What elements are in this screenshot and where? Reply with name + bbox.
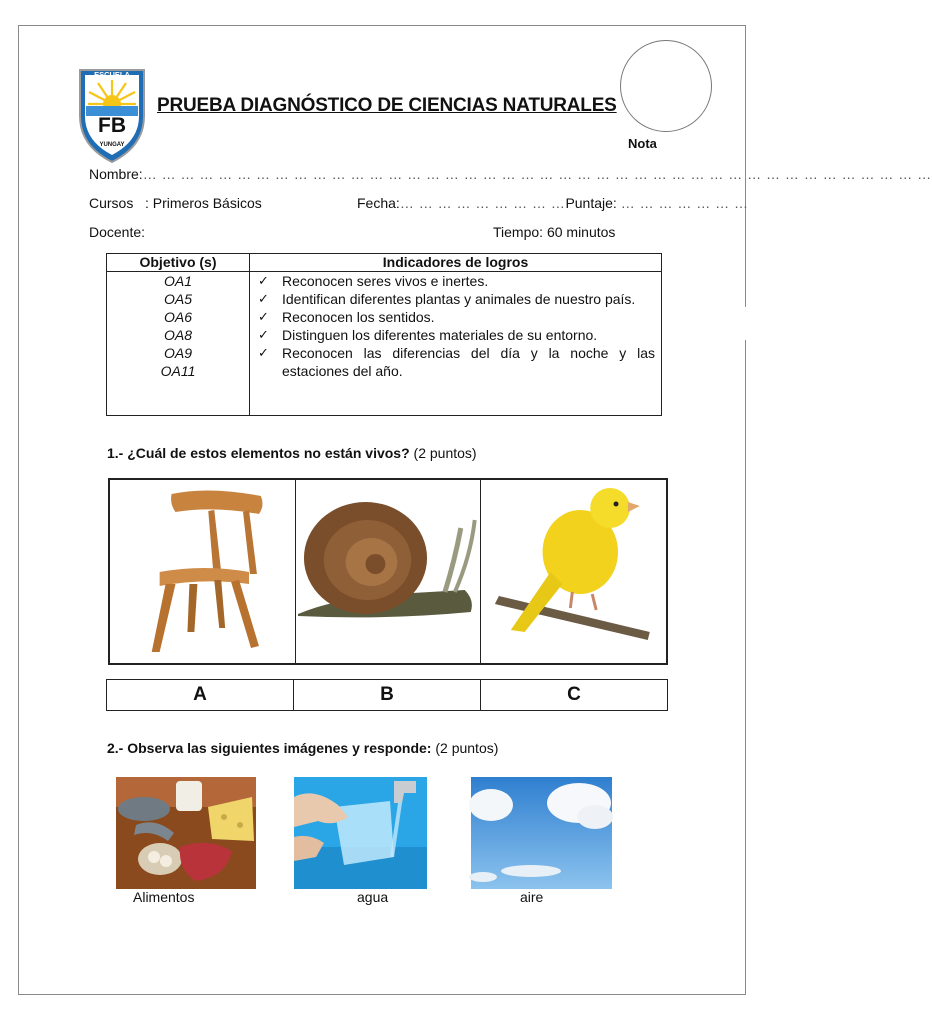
courses-value: : Primeros Básicos xyxy=(145,195,262,211)
question-2-points: (2 puntos) xyxy=(435,740,499,756)
date-score-line xyxy=(357,195,749,211)
water-image xyxy=(294,777,427,889)
question-1-text: 1.- ¿Cuál de estos elementos no están vivos? xyxy=(107,445,410,461)
canary-image xyxy=(480,480,666,663)
grade-circle xyxy=(620,40,712,132)
objective-code: OA8 xyxy=(163,327,192,343)
indicator-item: ✓ Reconocen los sentidos. xyxy=(282,308,655,326)
courses-line xyxy=(89,195,262,211)
question-1 xyxy=(107,445,477,461)
page-title: PRUEBA DIAGNÓSTICO DE CIENCIAS NATURALES xyxy=(157,95,617,116)
snail-image xyxy=(295,480,481,663)
food-caption: Alimentos xyxy=(133,889,195,905)
objective-code: OA9 xyxy=(163,345,192,361)
date-label: Fecha: xyxy=(357,195,400,211)
indicator-item: ✓ Identifican diferentes plantas y animales de nuestro país. xyxy=(282,290,655,308)
air-caption: aire xyxy=(520,889,544,905)
indicators-header: Indicadores de logros xyxy=(250,254,662,272)
answer-options xyxy=(106,679,668,711)
question-1-images xyxy=(108,478,668,665)
name-field[interactable]: … … … … … … … … … … … … … … … … … … … … … … … … … … … … … … … … … … … … … … … … … … xyxy=(142,166,932,182)
score-label: Puntaje: xyxy=(565,195,617,211)
objective-code: OA1 xyxy=(163,273,192,289)
food-image xyxy=(116,777,256,889)
objective-codes xyxy=(107,272,250,416)
option-c[interactable]: C xyxy=(480,680,667,710)
question-1-points: (2 puntos) xyxy=(413,445,477,461)
objectives-table xyxy=(106,253,662,416)
logo-bottom-text: YUNGAY xyxy=(99,142,125,148)
indicators-cell xyxy=(250,272,662,416)
option-b[interactable]: B xyxy=(293,680,480,710)
logo-initials: FB xyxy=(98,114,126,137)
chair-image xyxy=(110,480,295,663)
indicator-item: ✓ Distinguen los diferentes materiales de su entorno. xyxy=(282,326,655,344)
date-field[interactable]: … … … … … … … … … xyxy=(399,195,566,211)
option-a[interactable]: A xyxy=(193,684,207,705)
name-line xyxy=(89,166,932,182)
score-field[interactable]: … … … … … … … xyxy=(620,195,749,211)
courses-label: Cursos xyxy=(89,195,134,211)
objective-code: OA6 xyxy=(163,309,192,325)
teacher-label: Docente: xyxy=(89,224,146,240)
time-label: Tiempo: 60 minutos xyxy=(493,224,616,240)
school-logo xyxy=(76,64,148,164)
question-2-text: 2.- Observa las siguientes imágenes y responde: xyxy=(107,740,432,756)
grade-label: Nota xyxy=(628,136,657,151)
page-edge-gap xyxy=(745,307,747,340)
indicator-item: ✓ Reconocen seres vivos e inertes. xyxy=(282,272,655,290)
objectives-header: Objetivo (s) xyxy=(107,254,250,272)
objective-code: OA11 xyxy=(160,363,196,379)
question-2 xyxy=(107,740,498,756)
objective-code: OA5 xyxy=(163,291,192,307)
indicator-item: ✓ Reconocen las diferencias del día y la noche y las estaciones del año. xyxy=(282,344,655,380)
air-image xyxy=(471,777,612,889)
name-label: Nombre: xyxy=(89,166,143,182)
water-caption: agua xyxy=(357,889,389,905)
logo-top-text: ESCUELA xyxy=(94,70,130,79)
